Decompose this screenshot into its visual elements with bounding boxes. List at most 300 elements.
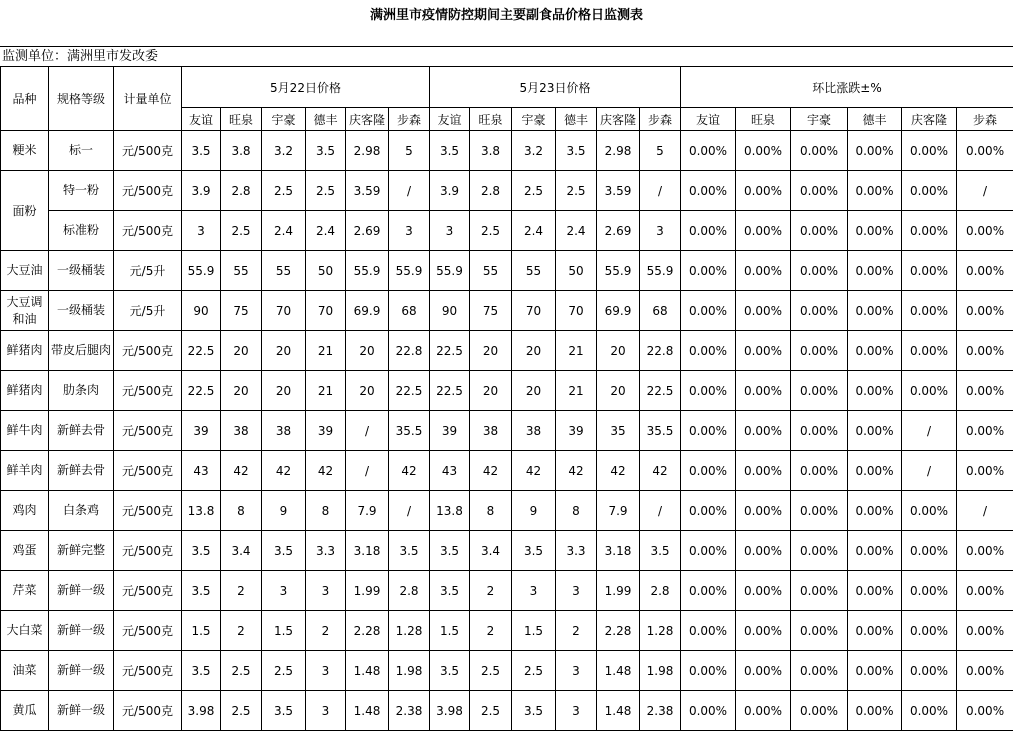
cell-p22: 3.5 xyxy=(182,131,221,171)
cell-chg: 0.00% xyxy=(736,331,791,371)
cell-p22: 2.4 xyxy=(306,211,346,251)
cell-variety: 芹菜 xyxy=(1,571,49,611)
store-header-chg-1: 旺泉 xyxy=(736,108,791,131)
cell-p23: 3.5 xyxy=(430,571,470,611)
store-header-p23-2: 宇豪 xyxy=(512,108,556,131)
cell-p22: 2.5 xyxy=(221,651,262,691)
header-variety: 品种 xyxy=(1,67,49,131)
cell-p22: 2.5 xyxy=(262,171,306,211)
cell-p22: / xyxy=(346,411,389,451)
cell-p22: 3.18 xyxy=(346,531,389,571)
cell-spec: 新鲜一级 xyxy=(49,571,114,611)
store-header-chg-4: 庆客隆 xyxy=(902,108,957,131)
cell-p22: 2 xyxy=(221,571,262,611)
cell-spec: 标一 xyxy=(49,131,114,171)
store-header-p22-1: 旺泉 xyxy=(221,108,262,131)
cell-chg: 0.00% xyxy=(791,571,848,611)
cell-p23: 1.5 xyxy=(512,611,556,651)
cell-variety: 鲜猪肉 xyxy=(1,371,49,411)
cell-p23: 1.98 xyxy=(640,651,681,691)
cell-p23: 75 xyxy=(470,291,512,331)
cell-chg: 0.00% xyxy=(681,491,736,531)
cell-p22: 2.5 xyxy=(306,171,346,211)
cell-chg: 0.00% xyxy=(681,531,736,571)
table-row xyxy=(1,491,1013,531)
cell-p23: 3.9 xyxy=(430,171,470,211)
cell-p22: 2.4 xyxy=(262,211,306,251)
cell-p23: 68 xyxy=(640,291,681,331)
cell-p23: 3.5 xyxy=(512,691,556,731)
cell-p23: 3.59 xyxy=(597,171,640,211)
cell-p23: 55 xyxy=(512,251,556,291)
cell-spec: 新鲜完整 xyxy=(49,531,114,571)
cell-p23: 42 xyxy=(470,451,512,491)
cell-p23: 1.99 xyxy=(597,571,640,611)
table-row xyxy=(1,211,1013,251)
cell-chg: / xyxy=(957,171,1013,211)
cell-chg: 0.00% xyxy=(902,171,957,211)
cell-p22: 1.48 xyxy=(346,691,389,731)
cell-p22: 3.4 xyxy=(221,531,262,571)
cell-chg: 0.00% xyxy=(681,251,736,291)
cell-spec: 新鲜一级 xyxy=(49,691,114,731)
cell-chg: / xyxy=(902,411,957,451)
cell-chg: 0.00% xyxy=(848,291,902,331)
cell-chg: 0.00% xyxy=(848,451,902,491)
cell-p22: 55 xyxy=(221,251,262,291)
cell-p22: 20 xyxy=(262,371,306,411)
store-header-p23-3: 德丰 xyxy=(556,108,597,131)
cell-p23: 2.5 xyxy=(470,691,512,731)
cell-p22: 3.5 xyxy=(306,131,346,171)
cell-chg: 0.00% xyxy=(736,611,791,651)
cell-p23: 2.8 xyxy=(470,171,512,211)
cell-p23: 20 xyxy=(470,331,512,371)
cell-p23: 2.5 xyxy=(556,171,597,211)
cell-p23: 2 xyxy=(470,571,512,611)
cell-p22: 42 xyxy=(389,451,430,491)
page-title: 满洲里市疫情防控期间主要副食品价格日监测表 xyxy=(369,8,643,23)
cell-chg: 0.00% xyxy=(957,291,1013,331)
cell-chg: 0.00% xyxy=(681,411,736,451)
cell-p22: 13.8 xyxy=(182,491,221,531)
cell-chg: 0.00% xyxy=(902,211,957,251)
cell-p22: 2.8 xyxy=(389,571,430,611)
cell-chg: 0.00% xyxy=(681,291,736,331)
cell-unit: 元/500克 xyxy=(114,411,182,451)
cell-p23: 43 xyxy=(430,451,470,491)
cell-p22: 35.5 xyxy=(389,411,430,451)
cell-chg: 0.00% xyxy=(902,131,957,171)
cell-chg: 0.00% xyxy=(736,411,791,451)
cell-chg: 0.00% xyxy=(736,691,791,731)
cell-unit: 元/500克 xyxy=(114,131,182,171)
cell-p23: 3.98 xyxy=(430,691,470,731)
cell-variety: 大白菜 xyxy=(1,611,49,651)
cell-p23: 3 xyxy=(430,211,470,251)
cell-chg: 0.00% xyxy=(902,251,957,291)
cell-p22: 68 xyxy=(389,291,430,331)
cell-chg: 0.00% xyxy=(957,371,1013,411)
cell-spec: 新鲜去骨 xyxy=(49,411,114,451)
cell-chg: 0.00% xyxy=(848,651,902,691)
cell-p23: 2.5 xyxy=(512,171,556,211)
cell-variety: 油菜 xyxy=(1,651,49,691)
table-row xyxy=(1,411,1013,451)
cell-p23: 38 xyxy=(512,411,556,451)
cell-p23: 42 xyxy=(597,451,640,491)
cell-p23: 1.5 xyxy=(430,611,470,651)
cell-p23: 2.38 xyxy=(640,691,681,731)
cell-chg: 0.00% xyxy=(736,171,791,211)
cell-chg: / xyxy=(902,451,957,491)
cell-chg: 0.00% xyxy=(957,531,1013,571)
cell-chg: 0.00% xyxy=(957,411,1013,451)
cell-chg: 0.00% xyxy=(791,531,848,571)
cell-p23: 2.4 xyxy=(556,211,597,251)
cell-unit: 元/500克 xyxy=(114,331,182,371)
cell-p23: 13.8 xyxy=(430,491,470,531)
store-header-p22-0: 友谊 xyxy=(182,108,221,131)
cell-p22: 1.99 xyxy=(346,571,389,611)
cell-p23: 38 xyxy=(470,411,512,451)
cell-unit: 元/5升 xyxy=(114,291,182,331)
cell-chg: 0.00% xyxy=(681,571,736,611)
table-row xyxy=(1,171,1013,211)
store-header-chg-3: 德丰 xyxy=(848,108,902,131)
cell-p23: 3.5 xyxy=(640,531,681,571)
cell-p22: 39 xyxy=(306,411,346,451)
cell-p22: 8 xyxy=(221,491,262,531)
cell-chg: 0.00% xyxy=(736,651,791,691)
cell-p23: 3 xyxy=(556,691,597,731)
cell-chg: 0.00% xyxy=(848,411,902,451)
cell-variety: 鲜猪肉 xyxy=(1,331,49,371)
table-row xyxy=(1,291,1013,331)
store-header-p23-1: 旺泉 xyxy=(470,108,512,131)
cell-chg: 0.00% xyxy=(957,571,1013,611)
cell-p23: 69.9 xyxy=(597,291,640,331)
cell-chg: 0.00% xyxy=(791,451,848,491)
cell-p23: 22.5 xyxy=(430,331,470,371)
cell-chg: 0.00% xyxy=(791,211,848,251)
cell-p22: 90 xyxy=(182,291,221,331)
cell-p23: 3.2 xyxy=(512,131,556,171)
cell-p22: / xyxy=(389,491,430,531)
table-row xyxy=(1,331,1013,371)
cell-p22: 69.9 xyxy=(346,291,389,331)
cell-p23: 2.8 xyxy=(640,571,681,611)
cell-p22: 20 xyxy=(221,371,262,411)
cell-chg: 0.00% xyxy=(736,491,791,531)
cell-p22: 3.5 xyxy=(389,531,430,571)
cell-p22: 75 xyxy=(221,291,262,331)
cell-chg: 0.00% xyxy=(681,331,736,371)
cell-p23: 2.5 xyxy=(470,651,512,691)
cell-p22: 1.5 xyxy=(262,611,306,651)
table-row xyxy=(1,451,1013,491)
cell-chg: 0.00% xyxy=(848,571,902,611)
cell-chg: 0.00% xyxy=(957,691,1013,731)
cell-p23: 21 xyxy=(556,371,597,411)
cell-unit: 元/500克 xyxy=(114,451,182,491)
cell-variety: 鲜羊肉 xyxy=(1,451,49,491)
cell-p22: 20 xyxy=(221,331,262,371)
cell-chg: 0.00% xyxy=(736,211,791,251)
cell-p23: 70 xyxy=(512,291,556,331)
cell-p22: 2.98 xyxy=(346,131,389,171)
store-header-chg-5: 步森 xyxy=(957,108,1013,131)
cell-p23: 3 xyxy=(556,651,597,691)
cell-chg: 0.00% xyxy=(791,331,848,371)
cell-chg: 0.00% xyxy=(736,531,791,571)
cell-chg: 0.00% xyxy=(848,531,902,571)
store-header-p22-5: 步森 xyxy=(389,108,430,131)
cell-p22: 2.5 xyxy=(221,211,262,251)
cell-variety: 粳米 xyxy=(1,131,49,171)
cell-unit: 元/500克 xyxy=(114,611,182,651)
cell-p23: 9 xyxy=(512,491,556,531)
header-change-percent: 环比涨跌±% xyxy=(681,67,1013,108)
cell-p23: 1.48 xyxy=(597,691,640,731)
cell-p23: 1.28 xyxy=(640,611,681,651)
cell-p22: 39 xyxy=(182,411,221,451)
table-row xyxy=(1,531,1013,571)
cell-p23: / xyxy=(640,491,681,531)
cell-p23: 42 xyxy=(640,451,681,491)
cell-chg: 0.00% xyxy=(848,251,902,291)
cell-p23: 2.5 xyxy=(470,211,512,251)
cell-p23: 2 xyxy=(556,611,597,651)
cell-p22: 1.98 xyxy=(389,651,430,691)
cell-p22: 22.8 xyxy=(389,331,430,371)
cell-p23: 2 xyxy=(470,611,512,651)
cell-p22: 42 xyxy=(306,451,346,491)
cell-chg: 0.00% xyxy=(791,171,848,211)
cell-chg: 0.00% xyxy=(681,611,736,651)
cell-chg: 0.00% xyxy=(791,691,848,731)
table-row xyxy=(1,611,1013,651)
cell-variety: 大豆油 xyxy=(1,251,49,291)
cell-p23: 55.9 xyxy=(430,251,470,291)
cell-p22: 8 xyxy=(306,491,346,531)
table-row xyxy=(1,371,1013,411)
cell-p22: 2 xyxy=(306,611,346,651)
cell-p23: 55.9 xyxy=(640,251,681,291)
cell-chg: 0.00% xyxy=(681,131,736,171)
cell-p23: 22.8 xyxy=(640,331,681,371)
cell-p23: 20 xyxy=(597,331,640,371)
header-may22-prices: 5月22日价格 xyxy=(182,67,430,108)
cell-p22: 55 xyxy=(262,251,306,291)
cell-p22: 43 xyxy=(182,451,221,491)
store-header-p23-5: 步森 xyxy=(640,108,681,131)
cell-p22: 38 xyxy=(262,411,306,451)
cell-spec: 一级桶装 xyxy=(49,291,114,331)
cell-spec: 新鲜去骨 xyxy=(49,451,114,491)
cell-p22: 21 xyxy=(306,371,346,411)
cell-p23: 8 xyxy=(556,491,597,531)
cell-p22: 2.38 xyxy=(389,691,430,731)
store-header-p22-2: 宇豪 xyxy=(262,108,306,131)
cell-p22: 3.98 xyxy=(182,691,221,731)
cell-unit: 元/500克 xyxy=(114,531,182,571)
cell-unit: 元/500克 xyxy=(114,651,182,691)
cell-unit: 元/500克 xyxy=(114,211,182,251)
cell-chg: 0.00% xyxy=(791,491,848,531)
cell-p22: 3.5 xyxy=(182,651,221,691)
cell-chg: 0.00% xyxy=(957,611,1013,651)
cell-p23: 3 xyxy=(556,571,597,611)
cell-p23: 55.9 xyxy=(597,251,640,291)
cell-p23: 22.5 xyxy=(430,371,470,411)
cell-chg: 0.00% xyxy=(848,611,902,651)
header-spec: 规格等级 xyxy=(49,67,114,131)
cell-p22: 22.5 xyxy=(389,371,430,411)
cell-chg: 0.00% xyxy=(736,571,791,611)
cell-variety: 鸡肉 xyxy=(1,491,49,531)
cell-p22: 2.8 xyxy=(221,171,262,211)
cell-p23: 2.5 xyxy=(512,651,556,691)
cell-p22: 3.5 xyxy=(182,571,221,611)
cell-chg: 0.00% xyxy=(791,291,848,331)
cell-p23: 35.5 xyxy=(640,411,681,451)
cell-p22: 3.5 xyxy=(262,691,306,731)
cell-p22: 2.5 xyxy=(262,651,306,691)
cell-chg: 0.00% xyxy=(957,131,1013,171)
cell-p22: 1.48 xyxy=(346,651,389,691)
cell-chg: 0.00% xyxy=(681,211,736,251)
cell-p23: 7.9 xyxy=(597,491,640,531)
header-may23-prices: 5月23日价格 xyxy=(430,67,681,108)
cell-chg: 0.00% xyxy=(902,331,957,371)
cell-unit: 元/500克 xyxy=(114,371,182,411)
cell-p23: 3.5 xyxy=(430,651,470,691)
cell-chg: 0.00% xyxy=(957,651,1013,691)
cell-p23: 3.5 xyxy=(430,131,470,171)
monitoring-unit-label: 监测单位：满洲里市发改委 xyxy=(0,46,1013,66)
cell-variety: 鸡蛋 xyxy=(1,531,49,571)
cell-chg: 0.00% xyxy=(736,131,791,171)
cell-p23: 3 xyxy=(512,571,556,611)
cell-chg: 0.00% xyxy=(957,331,1013,371)
cell-chg: 0.00% xyxy=(848,371,902,411)
cell-p23: 20 xyxy=(470,371,512,411)
cell-p22: 3 xyxy=(306,691,346,731)
header-unit: 计量单位 xyxy=(114,67,182,131)
cell-p23: 2.28 xyxy=(597,611,640,651)
store-header-chg-0: 友谊 xyxy=(681,108,736,131)
table-body xyxy=(1,131,1013,731)
cell-chg: 0.00% xyxy=(957,251,1013,291)
cell-p23: 3.5 xyxy=(556,131,597,171)
cell-p23: 42 xyxy=(512,451,556,491)
cell-spec: 标准粉 xyxy=(49,211,114,251)
cell-p23: 70 xyxy=(556,291,597,331)
cell-unit: 元/500克 xyxy=(114,171,182,211)
cell-p23: 3.5 xyxy=(430,531,470,571)
cell-p23: 3.4 xyxy=(470,531,512,571)
cell-chg: 0.00% xyxy=(681,651,736,691)
cell-p22: 55.9 xyxy=(346,251,389,291)
cell-p23: 39 xyxy=(430,411,470,451)
cell-p23: 90 xyxy=(430,291,470,331)
cell-p23: 3.3 xyxy=(556,531,597,571)
price-table xyxy=(0,66,1013,731)
table-row xyxy=(1,251,1013,291)
cell-p22: / xyxy=(346,451,389,491)
cell-p23: 35 xyxy=(597,411,640,451)
cell-p22: 3 xyxy=(306,571,346,611)
cell-p22: 20 xyxy=(346,371,389,411)
cell-p23: 2.98 xyxy=(597,131,640,171)
cell-chg: 0.00% xyxy=(848,691,902,731)
cell-chg: 0.00% xyxy=(736,451,791,491)
cell-p23: 20 xyxy=(597,371,640,411)
cell-p23: 2.69 xyxy=(597,211,640,251)
cell-spec: 白条鸡 xyxy=(49,491,114,531)
cell-p22: 42 xyxy=(262,451,306,491)
cell-spec: 肋条肉 xyxy=(49,371,114,411)
cell-unit: 元/500克 xyxy=(114,491,182,531)
cell-chg: 0.00% xyxy=(681,171,736,211)
cell-p22: 2.69 xyxy=(346,211,389,251)
cell-p22: 3 xyxy=(306,651,346,691)
cell-chg: 0.00% xyxy=(736,291,791,331)
cell-p23: 3.18 xyxy=(597,531,640,571)
cell-spec: 一级桶装 xyxy=(49,251,114,291)
cell-chg: 0.00% xyxy=(902,491,957,531)
store-header-p22-4: 庆客隆 xyxy=(346,108,389,131)
cell-unit: 元/5升 xyxy=(114,251,182,291)
cell-p23: 22.5 xyxy=(640,371,681,411)
cell-unit: 元/500克 xyxy=(114,571,182,611)
cell-p23: 3 xyxy=(640,211,681,251)
cell-p22: 2.28 xyxy=(346,611,389,651)
cell-p22: 22.5 xyxy=(182,371,221,411)
cell-p22: 3 xyxy=(262,571,306,611)
cell-p23: 20 xyxy=(512,371,556,411)
cell-chg: 0.00% xyxy=(902,691,957,731)
cell-p22: 3.9 xyxy=(182,171,221,211)
cell-spec: 带皮后腿肉 xyxy=(49,331,114,371)
cell-chg: 0.00% xyxy=(848,211,902,251)
cell-chg: 0.00% xyxy=(681,451,736,491)
cell-p23: / xyxy=(640,171,681,211)
cell-p22: 20 xyxy=(346,331,389,371)
cell-p23: 2.4 xyxy=(512,211,556,251)
store-header-p23-0: 友谊 xyxy=(430,108,470,131)
cell-variety: 面粉 xyxy=(1,171,49,251)
cell-p22: 2 xyxy=(221,611,262,651)
table-row xyxy=(1,651,1013,691)
cell-chg: 0.00% xyxy=(736,251,791,291)
cell-chg: 0.00% xyxy=(736,371,791,411)
cell-p22: 1.28 xyxy=(389,611,430,651)
cell-p22: 3.5 xyxy=(182,531,221,571)
cell-variety: 鲜牛肉 xyxy=(1,411,49,451)
cell-p22: 3.2 xyxy=(262,131,306,171)
cell-spec: 特一粉 xyxy=(49,171,114,211)
cell-chg: 0.00% xyxy=(681,371,736,411)
cell-p22: 3.59 xyxy=(346,171,389,211)
cell-spec: 新鲜一级 xyxy=(49,611,114,651)
cell-p22: / xyxy=(389,171,430,211)
cell-chg: 0.00% xyxy=(791,251,848,291)
cell-p22: 20 xyxy=(262,331,306,371)
cell-chg: 0.00% xyxy=(957,451,1013,491)
cell-chg: 0.00% xyxy=(791,371,848,411)
